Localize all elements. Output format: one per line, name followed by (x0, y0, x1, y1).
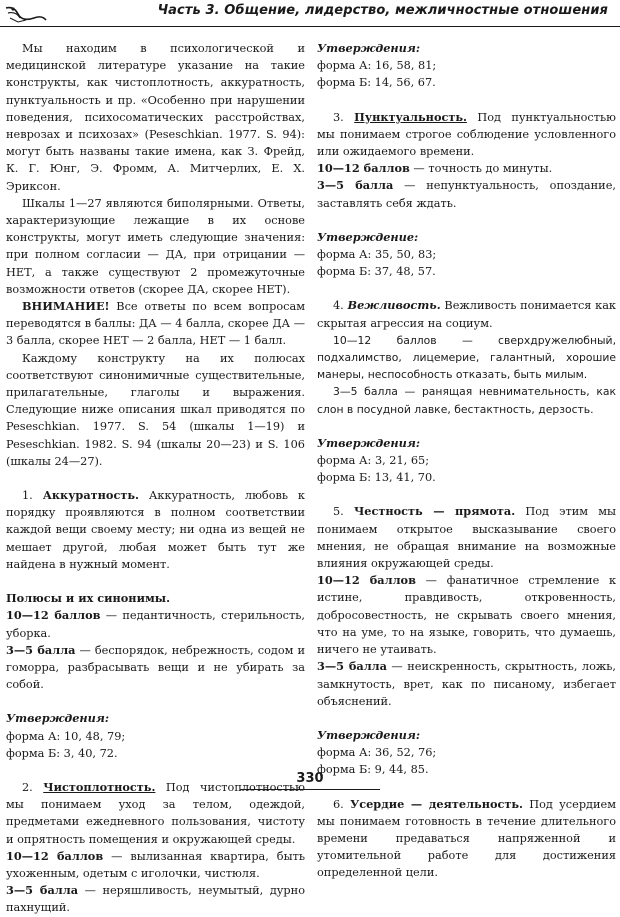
scale-3-definition (317, 109, 616, 161)
ornament-icon (4, 4, 48, 24)
scale-5-text: Под этим мы понимаем открытое высказывание своего мнения, не обращая внимание на возможные влияния окружающей среды. (317, 505, 616, 571)
scale-3-low-text: — непунктуальность, опоздание, заставлять себя ждать. (317, 179, 616, 210)
scale-3-statements-heading: Утверждение: (317, 229, 419, 244)
header-rule (0, 26, 620, 27)
scale-4-definition (317, 297, 616, 331)
scale-3-text: Под пунктуальностью мы понимаем строгое соблюдение условленного или ожидаемого времени. (317, 110, 616, 159)
scale-5-low-label: 3—5 балла (317, 659, 387, 674)
scale-5-statements-heading: Утверждения: (317, 727, 421, 742)
page-number: 330 (296, 771, 324, 786)
scale-2-low-text: — неряшливость, неумытый, дурно пахнущий. (6, 884, 305, 915)
scale-5-low (317, 658, 616, 710)
scale-2-low (6, 882, 305, 916)
header-part-title: Общение, лидерство, межличностные отношения (224, 3, 608, 18)
scale-1-form-a: форма А: 10, 48, 79; (6, 729, 126, 743)
scale-2-text: Под чистоплотностью мы понимаем уход за телом, одеждой, предметами ежедневного пользования, чистоту и опрятность помещения и окружающей среды. (6, 780, 305, 846)
scale-5-high-text: — фанатичное стремление к истине, правдивость, откровенность, добросовестность, не скрывать своего мнения, что на уме, то на языке, говорить, что думаешь, ничего не утаивать. (317, 574, 617, 657)
scale-1-form-b: форма Б: 3, 40, 72. (6, 746, 118, 760)
scale-4-form-a: форма А: 3, 21, 65; (317, 454, 430, 468)
poles-heading (6, 590, 305, 607)
scale-4-statements-heading: Утверждения: (317, 435, 421, 450)
paragraph-intro: Мы находим в психологической и медицинской литературе указание на такие конструкты, как чистоплотность, аккуратность, пунктуальность и пр. «Особенно при нарушении поведения, психосоматических расстройствах, неврозах и психозах» (Peseschkian. 1977. S. 94): могут быть названы такие имена, как З. Фрейд, К. Г. Юнг, Э. Фромм, А. Митчерлих, Е. Х. Эриксон. (6, 42, 305, 193)
paragraph-attention (6, 298, 305, 350)
scale-5-form-b: форма Б: 9, 44, 85. (317, 763, 429, 777)
scale-6-number: 6. (333, 797, 351, 811)
scale-3-low (317, 177, 616, 211)
scale-5-definition (317, 503, 616, 572)
scale-3-high (317, 160, 616, 177)
scale-2-statements-heading: Утверждения: (317, 41, 421, 55)
scale-5-number: 5. (333, 505, 354, 519)
attention-text: Все ответы по всем вопросам переводятся в баллы: ДА — 4 балла, скорее ДА — 3 балла, скорее НЕТ — 2 балла, НЕТ — 1 балл. (6, 300, 305, 348)
scale-2-high (6, 848, 305, 882)
scale-5-title: Честность — прямота. (353, 504, 516, 519)
paragraph-scales: Шкалы 1—27 являются биполярными. Ответы, характеризующие лежащие в их основе конструкты, могут иметь следующие значения: при полном согласии — ДА, при отрицании — НЕТ, а также существуют 2 промежуточные возможности ответов (скорее ДА, скорее НЕТ). (6, 196, 305, 296)
scale-4-number: 4. (333, 299, 348, 313)
scale-4-form-b: форма Б: 13, 41, 70. (317, 471, 436, 485)
scale-4-title: Вежливость. (347, 298, 441, 313)
scale-1-low-text: — беспорядок, небрежность, содом и гоморра, разбрасывать вещи и не убирать за собой. (6, 643, 306, 692)
scale-1-low (6, 642, 305, 694)
scale-2-form-b: форма Б: 14, 56, 67. (317, 76, 436, 90)
scale-3-high-label: 10—12 баллов (317, 161, 410, 176)
scale-3-title: Пунктуальность. (354, 109, 467, 124)
scale-2-low-label: 3—5 балла (6, 883, 79, 898)
scale-3-high-text: — точность до минуты. (409, 162, 553, 176)
scale-1-title: Аккуратность. (42, 488, 139, 503)
running-header (0, 0, 620, 30)
paragraph-constructs: Каждому конструкту на их полюсах соответствуют синонимичные существительные, прилагательные, глаголы и выражения. Следующие ниже описания шкал приводятся по Peseschkian. 1977. S. 54 (шкалы 1—19) и Peseschkian. 1982. S. 94 (шкалы 20—23) и S. 106 (шкалы 24—27). (6, 351, 305, 468)
scale-6-definition (317, 796, 616, 882)
footer-rule (240, 789, 380, 790)
scale-6-title: Усердие — деятельность. (350, 796, 523, 811)
scale-5-high (317, 572, 616, 658)
scale-5-low-text: — неискренность, скрытность, ложь, замкнутость, врет, как по писаному, избегает объяснений. (317, 660, 616, 708)
scale-3-form-b: форма Б: 37, 48, 57. (317, 265, 436, 279)
scale-3-number: 3. (333, 110, 355, 124)
scale-2-high-text: — вылизанная квартира, быть ухоженным, одетым с иголочки, чистюля. (6, 849, 306, 880)
scale-4-high: 10—12 баллов — сверхдружелюбный, подхалимство, лицемерие, галантный, хорошие манеры, неспособность отказать, быть милым. (317, 333, 616, 382)
scale-3-low-label: 3—5 балла (317, 178, 394, 193)
attention-label: ВНИМАНИЕ! (22, 299, 110, 314)
scale-3-form-a: форма А: 35, 50, 83; (317, 248, 437, 262)
scale-2-high-label: 10—12 баллов (6, 848, 104, 863)
scale-4-low: 3—5 балла — ранящая невнимательность, как слон в посудной лавке, бестактность, дерзость. (317, 385, 616, 416)
scale-4-text: Вежливость понимается как скрытая агрессия на социум. (317, 299, 616, 330)
scale-2-form-a: форма А: 16, 58, 81; (317, 59, 437, 73)
header-title (158, 3, 608, 18)
scale-1-high (6, 607, 305, 641)
scale-2-title: Чистоплотность. (43, 779, 156, 794)
poles-heading-text: Полюсы и их синонимы. (6, 591, 171, 606)
scale-1-statements-heading: Утверждения: (6, 711, 110, 726)
scale-2-number: 2. (22, 780, 44, 794)
scale-1-high-label: 10—12 баллов (6, 608, 101, 623)
right-column (317, 40, 616, 882)
scale-1-high-text: — педантичность, стерильность, уборка. (6, 609, 305, 640)
header-part-label: Часть 3. (157, 3, 220, 18)
scale-1-low-label: 3—5 балла (6, 642, 76, 657)
scale-6-text: Под усердием мы понимаем готовность в течение длительного времени предаваться напряженной и утомительной работе для достижения определенной цели. (317, 797, 617, 880)
scale-1-definition (6, 487, 305, 573)
scale-1-number: 1. (22, 489, 43, 503)
scale-5-form-a: форма А: 36, 52, 76; (317, 746, 437, 760)
scale-1-text: Аккуратность, любовь к порядку проявляются в полном соответствии каждой вещи своему месту; ни одна из вещей не мешает другой, любая может быть тут же найдена в нужный момент. (6, 489, 305, 571)
scale-5-high-label: 10—12 баллов (317, 573, 416, 588)
